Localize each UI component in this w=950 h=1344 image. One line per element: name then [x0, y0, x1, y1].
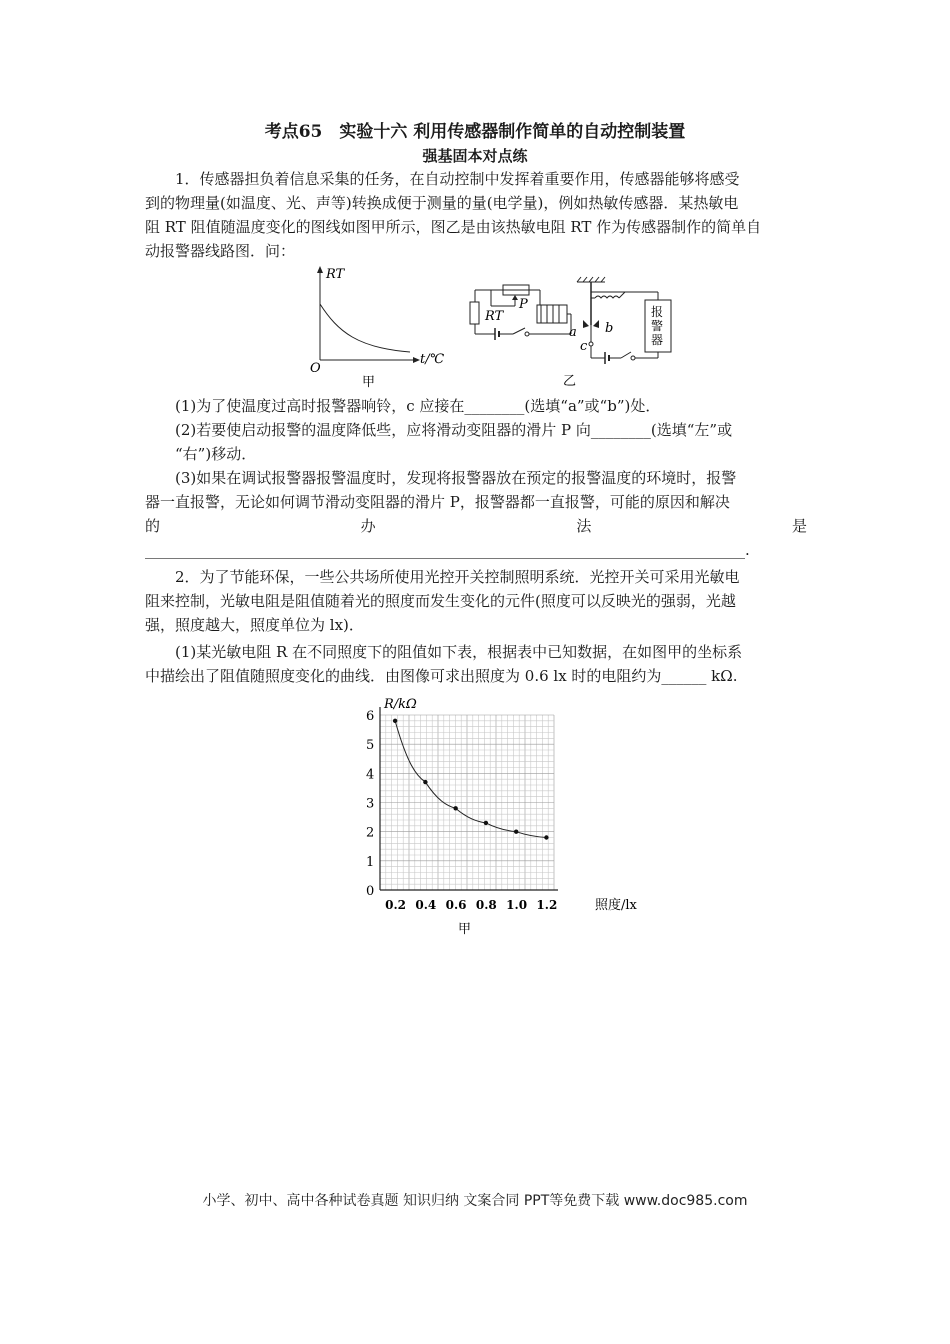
q2-part1-line2: 中描绘出了阻值随照度变化的曲线．由图像可求出照度为 0.6 lx 时的电阻约为______ kΩ.: [145, 667, 738, 685]
chart-caption: 甲: [458, 922, 472, 937]
q1-part3-word3: 法: [576, 517, 592, 535]
circuit-slider-label: P: [519, 297, 528, 312]
q1-stem-line4: 动报警器线路图．问：: [145, 242, 296, 260]
x-tick-label: 1.2: [536, 898, 558, 912]
data-point: [484, 821, 488, 825]
q2-part1: [145, 640, 807, 688]
q1-part1: [145, 394, 807, 418]
data-point: [423, 780, 427, 784]
data-point: [453, 806, 457, 810]
x-tick-label: 1.0: [506, 898, 528, 912]
q1-part2-line2: “右”)移动．: [175, 445, 257, 463]
q1-part1-text: (1)为了使温度过高时报警器响铃，c 应接在________(选填“a”或“b”)处．: [175, 397, 661, 415]
alarm-label-3: 器: [651, 333, 664, 347]
q2-stem-line1: 2．为了节能环保，一些公共场所使用光控开关控制照明系统．光控开关可采用光敏电: [175, 568, 740, 586]
data-point: [514, 829, 518, 833]
q1-part2-line1: (2)若要使启动报警的温度降低些，应将滑动变阻器的滑片 P 向________(选填“左”或: [175, 421, 733, 439]
thermistor-symbol: [470, 302, 479, 324]
alarm-label-2: 警: [651, 319, 664, 333]
q1-part3-line3: [145, 514, 807, 538]
q1-part3-line1: (3)如果在调试报警器报警温度时，发现将报警器放在预定的报警温度的环境时，报警: [175, 469, 737, 487]
q2-stem-line2: 阻来控制，光敏电阻是阻值随着光的照度而发生变化的元件(照度可以反映光的强弱，光越: [145, 592, 736, 610]
q1-part3-line2: 器一直报警，无论如何调节滑动变阻器的滑片 P，报警器都一直报警，可能的原因和解决: [145, 493, 730, 511]
chart-marks: [366, 707, 558, 912]
x-tick-label: 0.4: [415, 898, 437, 912]
q1-stem-line2: 到的物理量(如温度、光、声等)转换成便于测量的量(电学量)，例如热敏传感器．某热敏电: [145, 194, 739, 212]
y-tick-label: 5: [366, 738, 375, 754]
q1-stem-line1: 1．传感器担负着信息采集的任务，在自动控制中发挥着重要作用，传感器能够将感受: [175, 170, 740, 188]
rt-temperature-graph: [300, 262, 450, 392]
spring-symbol: [595, 296, 619, 298]
y-tick-label: 1: [366, 854, 375, 870]
rt-curve: [320, 304, 410, 352]
q2-stem-line3: 强，照度越大，照度单位为 lx)．: [145, 616, 364, 634]
rt-x-label: t/℃: [420, 352, 445, 367]
chart-x-axis-label: 照度/lx: [595, 898, 637, 913]
y-tick-label: 4: [366, 767, 375, 783]
y-tick-label: 0: [366, 884, 375, 899]
contact-c-label: c: [580, 339, 588, 354]
q1-part3-word4: 是: [791, 517, 807, 535]
rt-origin-label: O: [310, 361, 321, 376]
chart-y-axis-label: R/kΩ: [384, 697, 417, 712]
rt-y-label: RT: [326, 267, 345, 282]
q1-part3: [145, 466, 807, 562]
data-point: [544, 835, 548, 839]
figure-caption-jia: 甲: [362, 375, 376, 390]
data-point: [393, 719, 397, 723]
q2-stem: [145, 565, 807, 637]
chart-grid: [380, 715, 554, 890]
alarm-circuit-diagram: [465, 270, 705, 392]
y-tick-label: 6: [366, 709, 375, 724]
q1-part2: [145, 418, 807, 466]
q1-part3-word2: 办: [360, 517, 376, 535]
page-footer: 小学、初中、高中各种试卷真题 知识归纳 文案合同 PPT等免费下载 www.doc985.com: [202, 1193, 748, 1209]
circuit-rt-label: RT: [485, 309, 504, 324]
resistance-illuminance-chart: [350, 695, 650, 945]
q1-stem: [145, 167, 807, 263]
q2-part1-line1: (1)某光敏电阻 R 在不同照度下的阻值如下表，根据表中已知数据，在如图甲的坐标系: [175, 643, 743, 661]
x-tick-label: 0.6: [445, 898, 467, 912]
section-subtitle: 强基固本对点练: [422, 147, 528, 165]
y-tick-label: 3: [366, 796, 375, 812]
contact-a-label: a: [569, 325, 577, 340]
figure-caption-yi: 乙: [563, 374, 577, 389]
contact-b-label: b: [605, 321, 614, 336]
q1-stem-line3: 阻 RT 阻值随温度变化的图线如图甲所示，图乙是由该热敏电阻 RT 作为传感器制作的简单自: [145, 218, 762, 236]
page-title: 考点65 实验十六 利用传感器制作简单的自动控制装置: [264, 122, 686, 142]
x-tick-label: 0.8: [475, 898, 497, 912]
q1-part3-answer-blank: ________________________________________________________________________________.: [145, 541, 750, 559]
y-tick-label: 2: [366, 825, 375, 841]
alarm-label-1: 报: [651, 305, 664, 319]
q1-part3-word1: 的: [145, 517, 161, 535]
x-tick-label: 0.2: [385, 898, 407, 912]
